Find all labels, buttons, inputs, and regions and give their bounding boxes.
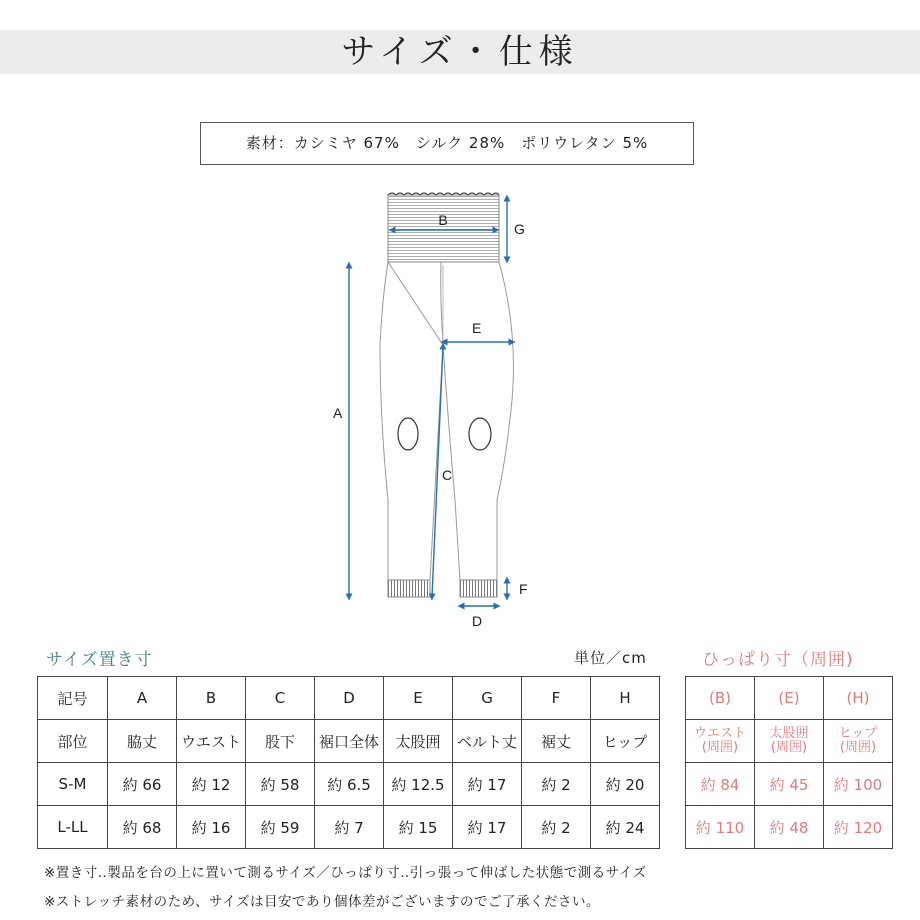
table-cell: S-M bbox=[38, 763, 108, 806]
table-cell: 約 2 bbox=[522, 806, 591, 849]
table-cell: 約 12 bbox=[177, 763, 246, 806]
note-measurement: ※置き寸‥製品を台の上に置いて測るサイズ／ひっぱり寸‥引っ張って伸ばした状態で測るサイズ bbox=[44, 865, 647, 881]
table-cell: 裾丈 bbox=[522, 720, 591, 763]
table-cell: ヒップ bbox=[591, 720, 660, 763]
part-line1: ヒップ bbox=[838, 726, 878, 741]
table-cell: (B) bbox=[686, 677, 755, 720]
table-cell: 太股囲 bbox=[384, 720, 453, 763]
table-row bbox=[38, 677, 660, 720]
table-cell: 記号 bbox=[38, 677, 108, 720]
leggings-outline bbox=[380, 193, 513, 597]
table-cell: 約 66 bbox=[108, 763, 177, 806]
part-line1: ウエスト bbox=[693, 726, 746, 741]
table-cell: 約 110 bbox=[686, 806, 755, 849]
table-cell: (E) bbox=[755, 677, 824, 720]
table-cell: 約 48 bbox=[755, 806, 824, 849]
waistband bbox=[388, 195, 499, 262]
stretch-table bbox=[685, 676, 893, 849]
table-cell bbox=[824, 720, 893, 763]
stretch-table-title: ひっぱり寸（周囲) bbox=[702, 650, 854, 670]
table-cell: 約 24 bbox=[591, 806, 660, 849]
table-cell: (H) bbox=[824, 677, 893, 720]
part-line2: (周囲) bbox=[701, 740, 739, 755]
table-cell bbox=[755, 720, 824, 763]
table-row bbox=[686, 763, 893, 806]
table-cell: 約 84 bbox=[686, 763, 755, 806]
part-line1: 太股囲 bbox=[769, 726, 809, 741]
table-cell: 約 59 bbox=[246, 806, 315, 849]
size-table-title: サイズ置き寸 bbox=[46, 650, 153, 670]
table-cell: 約 17 bbox=[453, 806, 522, 849]
table-cell: 裾口全体 bbox=[315, 720, 384, 763]
table-cell: 約 16 bbox=[177, 806, 246, 849]
table-cell: L-LL bbox=[38, 806, 108, 849]
table-row bbox=[686, 677, 893, 720]
table-row bbox=[686, 720, 893, 763]
table-row bbox=[686, 806, 893, 849]
unit-label: 単位／cm bbox=[574, 649, 647, 667]
page-title: サイズ・仕様 bbox=[341, 32, 579, 72]
left-cuff bbox=[388, 580, 430, 597]
table-cell: 約 12.5 bbox=[384, 763, 453, 806]
left-knee-patch bbox=[398, 418, 418, 450]
right-cuff bbox=[460, 580, 497, 597]
table-cell bbox=[686, 720, 755, 763]
label-b: B bbox=[438, 212, 448, 228]
label-d: D bbox=[472, 613, 483, 629]
table-cell: 約 7 bbox=[315, 806, 384, 849]
table-cell: A bbox=[108, 677, 177, 720]
label-g: G bbox=[514, 221, 525, 237]
table-cell: ウエスト bbox=[177, 720, 246, 763]
table-cell: 約 17 bbox=[453, 763, 522, 806]
table-cell: ベルト丈 bbox=[453, 720, 522, 763]
right-knee-patch bbox=[469, 418, 491, 450]
label-a: A bbox=[333, 405, 343, 421]
part-line2: (周囲) bbox=[770, 740, 808, 755]
table-cell: G bbox=[453, 677, 522, 720]
table-cell: 股下 bbox=[246, 720, 315, 763]
table-row bbox=[38, 806, 660, 849]
part-line2: (周囲) bbox=[839, 740, 877, 755]
table-cell: 約 68 bbox=[108, 806, 177, 849]
table-row bbox=[38, 720, 660, 763]
table-cell: 約 20 bbox=[591, 763, 660, 806]
table-cell: 部位 bbox=[38, 720, 108, 763]
table-cell: 約 100 bbox=[824, 763, 893, 806]
table-cell: C bbox=[246, 677, 315, 720]
label-f: F bbox=[519, 581, 528, 597]
table-cell: E bbox=[384, 677, 453, 720]
table-cell: H bbox=[591, 677, 660, 720]
table-row bbox=[38, 763, 660, 806]
note-stretch: ※ストレッチ素材のため、サイズは目安であり個体差がございますのでご了承ください。 bbox=[44, 894, 601, 910]
table-cell: 約 120 bbox=[824, 806, 893, 849]
label-e: E bbox=[472, 320, 482, 336]
table-cell: 約 6.5 bbox=[315, 763, 384, 806]
table-cell: 約 58 bbox=[246, 763, 315, 806]
table-cell: F bbox=[522, 677, 591, 720]
table-cell: D bbox=[315, 677, 384, 720]
table-cell: 脇丈 bbox=[108, 720, 177, 763]
table-cell: B bbox=[177, 677, 246, 720]
table-cell: 約 45 bbox=[755, 763, 824, 806]
material-info: 素材：カシミヤ 67% シルク 28% ポリウレタン 5% bbox=[200, 122, 694, 165]
size-table bbox=[37, 676, 660, 849]
table-cell: 約 2 bbox=[522, 763, 591, 806]
label-c: C bbox=[442, 467, 453, 483]
table-cell: 約 15 bbox=[384, 806, 453, 849]
